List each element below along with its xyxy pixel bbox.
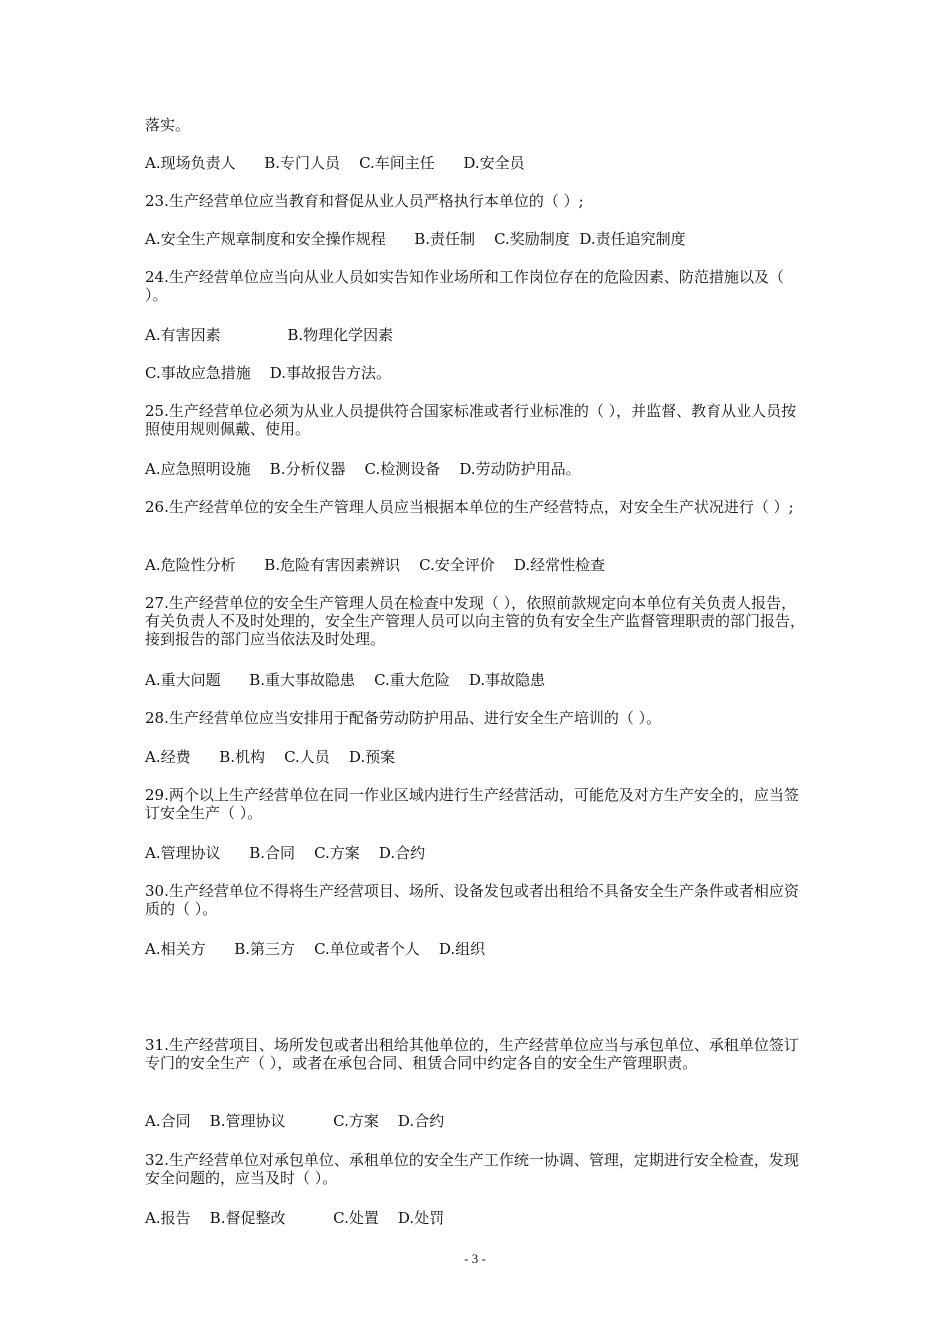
- options-26: A.危险性分析 B.危险有害因素辨识 C.安全评价 D.经常性检查: [145, 556, 606, 574]
- paragraph-lead: 落实。: [145, 116, 191, 134]
- options-32: A.报告 B.督促整改 C.处置 D.处罚: [145, 1209, 445, 1227]
- options-24-cd: C.事故应急措施 D.事故报告方法。: [145, 364, 392, 382]
- question-23: 23.生产经营单位应当教育和督促从业人员严格执行本单位的（ ）;: [145, 192, 584, 210]
- options-22: A.现场负责人 B.专门人员 C.车间主任 D.安全员: [145, 154, 525, 172]
- options-29: A.管理协议 B.合同 C.方案 D.合约: [145, 844, 426, 862]
- question-30: 30.生产经营单位不得将生产经营项目、场所、设备发包或者出租给不具备安全生产条件或者相应资质的（ ）。: [145, 882, 799, 918]
- options-30: A.相关方 B.第三方 C.单位或者个人 D.组织: [145, 940, 486, 958]
- options-23: A.安全生产规章制度和安全操作规程 B.责任制 C.奖励制度 D.责任追究制度: [145, 230, 686, 248]
- question-31: 31.生产经营项目、场所发包或者出租给其他单位的，生产经营单位应当与承包单位、承租单位签订专门的安全生产（ ），或者在承包合同、租赁合同中约定各自的安全生产管理职责。: [145, 1036, 799, 1072]
- options-24-ab: A.有害因素 B.物理化学因素: [145, 326, 394, 344]
- question-29: 29.两个以上生产经营单位在同一作业区域内进行生产经营活动，可能危及对方生产安全的，应当签订安全生产（ ）。: [145, 786, 799, 822]
- question-32: 32.生产经营单位对承包单位、承租单位的安全生产工作统一协调、管理，定期进行安全检查，发现安全问题的，应当及时（ ）。: [145, 1151, 799, 1187]
- page-number: - 3 -: [464, 1251, 486, 1266]
- options-25: A.应急照明设施 B.分析仪器 C.检测设备 D.劳动防护用品。: [145, 460, 581, 478]
- options-27: A.重大问题 B.重大事故隐患 C.重大危险 D.事故隐患: [145, 671, 546, 689]
- options-28: A.经费 B.机构 C.人员 D.预案: [145, 748, 396, 766]
- question-27: 27.生产经营单位的安全生产管理人员在检查中发现（ ），依照前款规定向本单位有关负责人报告，有关负责人不及时处理的，安全生产管理人员可以向主管的负有安全生产监督管理职责的部门报告，接到报告的部门应当依法及时处理。: [145, 594, 806, 648]
- question-25: 25.生产经营单位必须为从业人员提供符合国家标准或者行业标准的（ ），并监督、教育从业人员按照使用规则佩戴、使用。: [145, 402, 797, 438]
- question-26: 26.生产经营单位的安全生产管理人员应当根据本单位的生产经营特点，对安全生产状况进行（ ）;: [145, 498, 794, 516]
- question-24: 24.生产经营单位应当向从业人员如实告知作业场所和工作岗位存在的危险因素、防范措施以及（ ）。: [145, 268, 784, 304]
- options-31: A.合同 B.管理协议 C.方案 D.合约: [145, 1112, 445, 1130]
- question-28: 28.生产经营单位应当安排用于配备劳动防护用品、进行安全生产培训的（ ）。: [145, 709, 662, 727]
